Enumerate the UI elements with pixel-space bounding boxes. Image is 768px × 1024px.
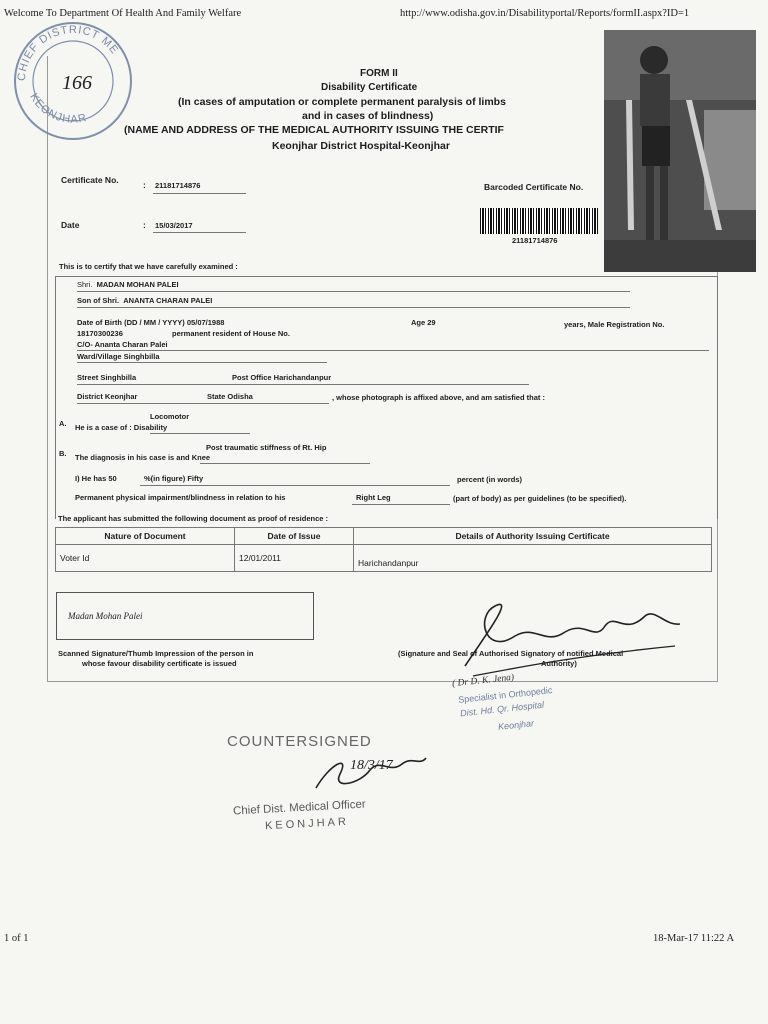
- authority-heading: (NAME AND ADDRESS OF THE MEDICAL AUTHORITY ISSUING THE CERTIF: [124, 124, 504, 136]
- form-scope-line2: and in cases of blindness): [302, 110, 434, 122]
- son-of-label: Son of Shri.: [77, 296, 120, 305]
- father-name: ANANTA CHARAN PALEI: [123, 296, 213, 305]
- impaired-body-part: Right Leg: [356, 493, 391, 502]
- table-header-cell: Nature of Document: [56, 528, 235, 545]
- applicant-name: MADAN MOHAN PALEI: [96, 280, 179, 289]
- diagnosis-line: The diagnosis in his case is and Knee: [75, 453, 211, 462]
- print-header-url: http://www.odisha.gov.in/Disabilityportal/Reports/formII.aspx?ID=1: [400, 8, 690, 19]
- certify-statement: This is to certify that we have carefully examined :: [59, 262, 238, 271]
- table-header-cell: Details of Authority Issuing Certificate: [354, 528, 712, 545]
- table-cell: 12/01/2011: [235, 545, 354, 572]
- print-footer-timestamp: 18-Mar-17 11:22 A: [653, 933, 735, 944]
- stamp-ring-top-text: CHIEF DISTRICT ME: [15, 23, 121, 82]
- table-header-row: [56, 528, 712, 545]
- resident-text: permanent resident of House No.: [172, 329, 290, 338]
- street-text: Street Singhbilla: [77, 373, 137, 382]
- cdmo-place-stamp: KEONJHAR: [264, 815, 350, 833]
- svg-text:KEONJHAR: [27, 91, 88, 125]
- proof-heading: The applicant has submitted the following document as proof of residence :: [58, 514, 329, 523]
- diagnosis-detail: Post traumatic stiffness of Rt. Hip: [206, 443, 327, 452]
- table-header-cell: Date of Issue: [235, 528, 354, 545]
- proof-documents-table: [55, 527, 712, 572]
- percentage-figure: I) He has 50: [75, 474, 117, 483]
- photo-affixed-text: , whose photograph is affixed above, and am satisfied that :: [332, 393, 545, 402]
- age-value: 29: [427, 318, 436, 327]
- certificate-no-value: 21181714876: [155, 181, 201, 190]
- care-of-text: C/O- Ananta Charan Palei: [77, 340, 168, 349]
- doctor-hospital-seal: Dist. Hd. Qr. Hospital: [459, 699, 545, 719]
- countersigned-stamp: COUNTERSIGNED: [227, 733, 372, 750]
- cdmo-title-stamp: Chief Dist. Medical Officer: [232, 798, 366, 818]
- applicant-photo: [604, 30, 756, 272]
- doctor-name-seal: ( Dr D. K. Jena): [451, 672, 515, 690]
- scanned-caption-line1: Scanned Signature/Thumb Impression of the person in: [58, 649, 254, 658]
- details-box-left: [55, 276, 56, 519]
- disability-type: Locomotor: [150, 412, 190, 421]
- guidelines-text: (part of body) as per guidelines (to be specified).: [453, 494, 627, 503]
- table-row: [56, 545, 712, 572]
- district-text: District Keonjhar: [77, 392, 138, 401]
- details-box-right: [717, 276, 718, 519]
- date-value: 15/03/2017: [155, 221, 193, 230]
- form-subtitle: Disability Certificate: [321, 82, 418, 93]
- authority-signature-caption-line1: (Signature and Seal of Authorised Signatory of notified Medical: [398, 649, 624, 658]
- impairment-label: Permanent physical impairment/blindness in relation to his: [75, 493, 286, 502]
- scanned-caption-line2: whose favour disability certificate is issued: [82, 659, 237, 668]
- shri-label: Shri.: [77, 280, 93, 289]
- certificate-no-label: Certificate No.: [61, 175, 119, 185]
- form-scope-line1: (In cases of amputation or complete permanent paralysis of limbs: [178, 96, 506, 108]
- medical-authority-signature: [455, 596, 685, 682]
- certificate-barcode: [480, 208, 598, 234]
- barcode-number: 21181714876: [512, 236, 558, 245]
- handwritten-serial-number: 166: [62, 72, 92, 94]
- barcoded-certificate-label: Barcoded Certificate No.: [484, 182, 584, 192]
- dob-label: Date of Birth (DD / MM / YYYY): [77, 318, 185, 327]
- form-title: FORM II: [360, 68, 398, 79]
- stamp-ring-bottom-text: KEONJHAR: [27, 91, 89, 126]
- table-cell: Voter Id: [56, 545, 235, 572]
- cdmo-signature-date: 18/3/17: [350, 758, 393, 773]
- date-label: Date: [61, 220, 80, 230]
- print-footer-page: 1 of 1: [4, 933, 29, 944]
- age-label: Age: [411, 318, 426, 327]
- section-b-label: B.: [59, 449, 67, 458]
- percentage-words: %(in figure) Fifty: [144, 474, 204, 483]
- percent-in-words-label: percent (in words): [457, 475, 523, 484]
- authority-name: Keonjhar District Hospital-Keonjhar: [272, 140, 450, 152]
- disability-case-line: He is a case of : Disability: [75, 423, 168, 432]
- dob-value: 05/07/1988: [186, 318, 225, 327]
- doctor-role-seal: Specialist in Orthopedic: [457, 685, 553, 705]
- ward-village-text: Ward/Village Singhbilla: [77, 352, 160, 361]
- section-a-label: A.: [59, 419, 67, 428]
- authority-signature-caption-line2: Authority): [541, 659, 577, 668]
- registration-label: years, Male Registration No.: [564, 320, 665, 329]
- print-header-title: Welcome To Department Of Health And Family Welfare: [4, 8, 242, 19]
- post-office-text: Post Office Harichandanpur: [232, 373, 332, 382]
- state-text: State Odisha: [207, 392, 253, 401]
- applicant-signature: Madan Mohan Palei: [68, 611, 143, 621]
- table-cell: Harichandanpur: [354, 545, 712, 572]
- doctor-place-seal: Keonjhar: [497, 718, 535, 732]
- registration-value: 18170300236: [77, 329, 123, 338]
